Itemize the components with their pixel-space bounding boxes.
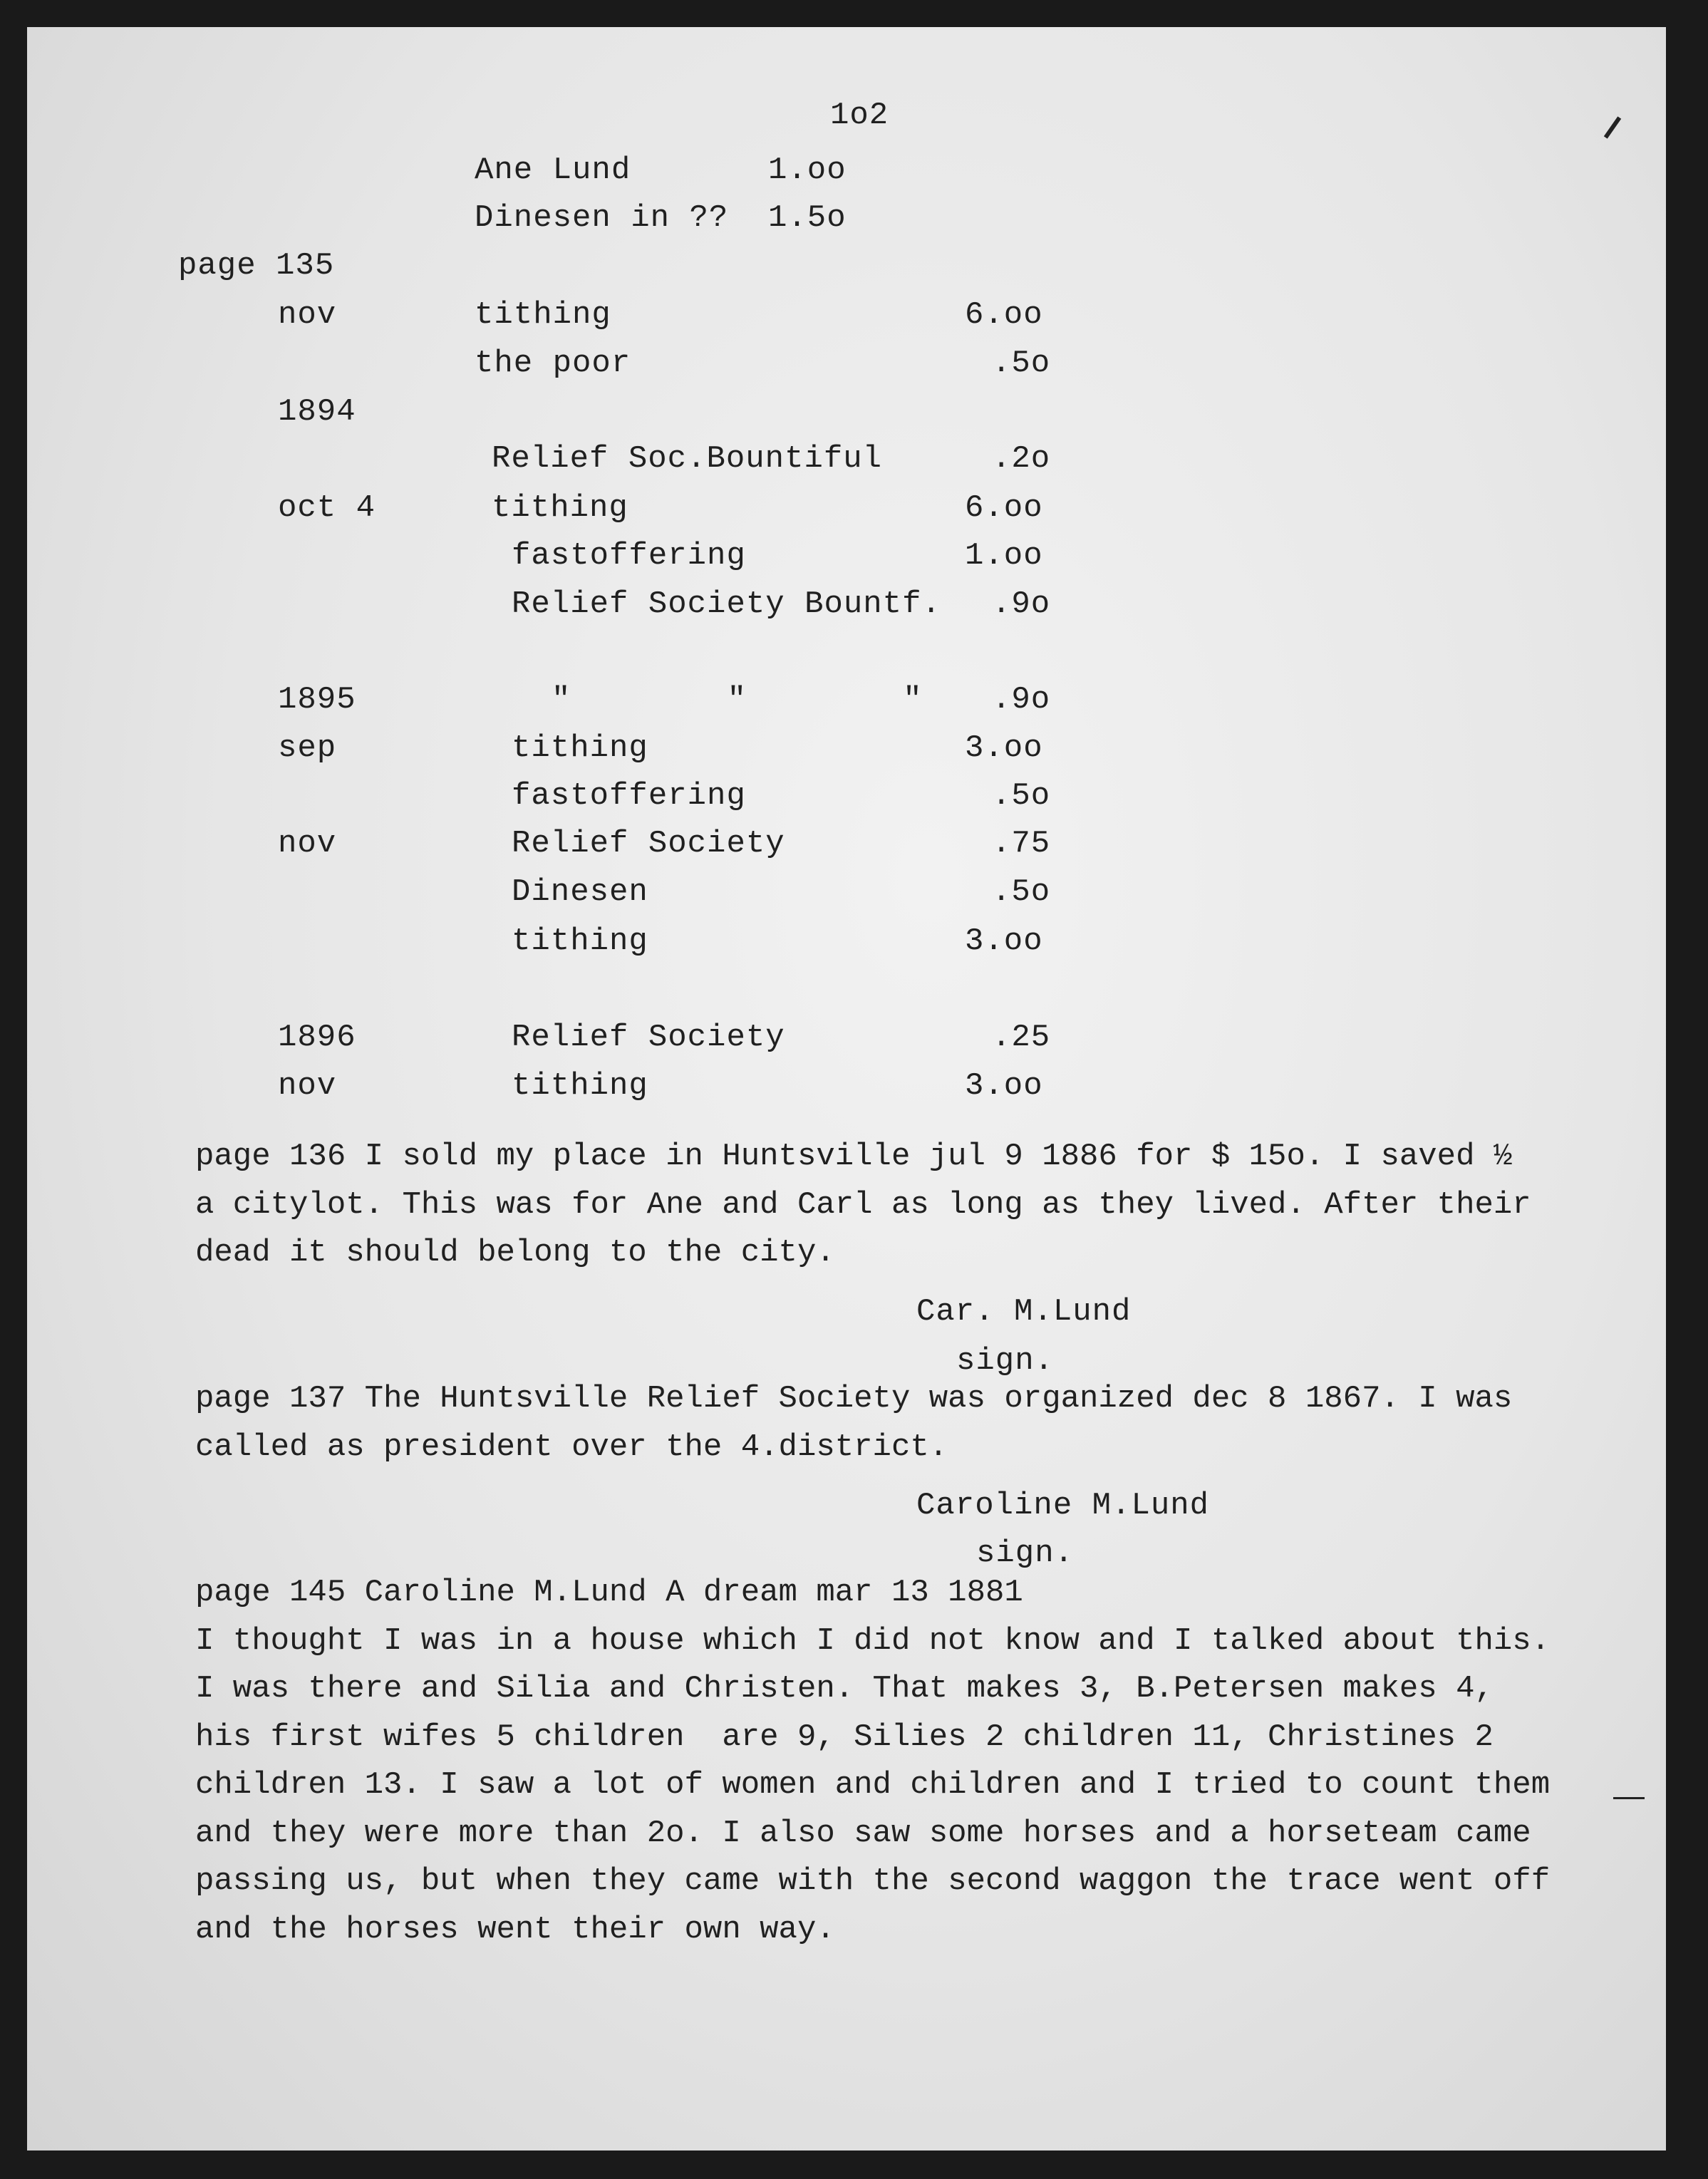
entry-amount: 1.oo — [768, 152, 847, 188]
signature-label: sign. — [956, 1343, 1055, 1379]
ledger-date: 1894 — [278, 394, 356, 430]
entry-amount: 1.5o — [768, 200, 847, 236]
ledger-item: tithing — [475, 297, 611, 333]
text-line: called as president over the 4.district. — [195, 1429, 948, 1465]
ditto-marks: " " " — [552, 682, 923, 718]
text-line: page 136 I sold my place in Huntsville jul 9 1886 for $ 15o. I saved ½ — [195, 1139, 1513, 1174]
ledger-date: sep — [278, 730, 337, 766]
ledger-date: nov — [278, 826, 337, 861]
signature-name: Caroline M.Lund — [916, 1488, 1210, 1523]
ledger-item: Relief Soc.Bountiful — [492, 441, 883, 477]
ledger-item: tithing — [492, 490, 628, 526]
ledger-amount: 3.oo — [965, 730, 1043, 766]
text-line: and the horses went their own way. — [195, 1911, 835, 1947]
ledger-amount: .75 — [992, 826, 1051, 861]
ledger-item: Dinesen — [512, 874, 648, 910]
ledger-date: oct 4 — [278, 490, 376, 526]
ledger-date: 1895 — [278, 682, 356, 718]
ledger-amount: .5o — [992, 778, 1051, 814]
text-line: passing us, but when they came with the second waggon the trace went off — [195, 1863, 1551, 1899]
page-number: 1o2 — [830, 98, 889, 133]
ledger-amount: .5o — [992, 874, 1051, 910]
ledger-date: nov — [278, 297, 337, 333]
ledger-item: Relief Society Bountf. — [512, 586, 941, 622]
ledger-page-ref: page 135 — [178, 248, 335, 284]
signature-label: sign. — [976, 1536, 1075, 1571]
pencil-mark — [1613, 1797, 1645, 1799]
ledger-amount: .5o — [992, 346, 1051, 381]
ledger-item: fastoffering — [512, 538, 746, 574]
text-line: children 13. I saw a lot of women and children and I tried to count them — [195, 1767, 1551, 1803]
text-line: page 137 The Huntsville Relief Society was organized dec 8 1867. I was — [195, 1381, 1513, 1417]
ledger-date: nov — [278, 1068, 337, 1104]
text-line: I was there and Silia and Christen. That makes 3, B.Petersen makes 4, — [195, 1671, 1494, 1707]
text-line: a citylot. This was for Ane and Carl as long as they lived. After their — [195, 1186, 1531, 1223]
ledger-item: the poor — [475, 346, 631, 381]
ledger-amount: 1.oo — [965, 538, 1043, 574]
text-line: and they were more than 2o. I also saw some horses and a horseteam came — [195, 1815, 1531, 1851]
ledger-amount: .25 — [992, 1020, 1051, 1055]
ledger-amount: 6.oo — [965, 297, 1043, 333]
text-line: his first wifes 5 children are 9, Silies 2 children 11, Christines 2 — [195, 1719, 1494, 1755]
page-136-paragraph — [195, 1133, 1531, 1278]
ledger-item: Relief Society — [512, 826, 785, 861]
ledger-item: tithing — [512, 923, 648, 959]
page-145-paragraph — [195, 1569, 1550, 1954]
ledger-amount: 3.oo — [965, 923, 1043, 959]
ledger-item: tithing — [512, 730, 648, 766]
text-line: I thought I was in a house which I did not know and I talked about this. — [195, 1622, 1551, 1659]
ledger-item: tithing — [512, 1068, 648, 1104]
text-line: dead it should belong to the city. — [195, 1235, 835, 1270]
ledger-amount: 6.oo — [965, 490, 1043, 526]
ledger-item: fastoffering — [512, 778, 746, 814]
ledger-amount: .2o — [992, 441, 1051, 477]
ledger-amount: 3.oo — [965, 1068, 1043, 1104]
entry-name: Ane Lund — [475, 152, 631, 188]
pencil-mark — [1604, 116, 1621, 138]
text-line: page 145 Caroline M.Lund A dream mar 13 1881 — [195, 1575, 1023, 1610]
ledger-item: Relief Society — [512, 1020, 785, 1055]
typed-page — [27, 27, 1666, 2150]
ledger-amount: .9o — [992, 682, 1051, 718]
signature-name: Car. M.Lund — [916, 1294, 1132, 1330]
ledger-date: 1896 — [278, 1020, 356, 1055]
page-137-paragraph — [195, 1375, 1512, 1471]
ledger-amount: .9o — [992, 586, 1051, 622]
entry-name: Dinesen in ?? — [475, 200, 729, 236]
